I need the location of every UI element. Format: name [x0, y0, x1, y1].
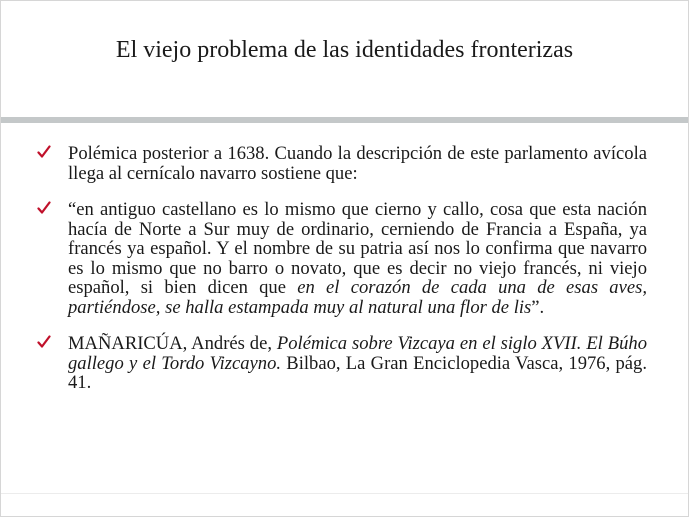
checkmark-icon: [37, 145, 51, 159]
bullet-item-3: [37, 334, 647, 393]
bullet-1-text: Polémica posterior a 1638. Cuando la descripción de este parlamento avícola llega al cernícalo navarro sostiene que:: [68, 143, 647, 184]
bullet-list: [37, 144, 647, 393]
footer-divider: [1, 493, 688, 494]
bullet-2-quote-end: ”.: [531, 296, 545, 318]
checkmark-icon: [37, 335, 51, 349]
citation-title: Polémica sobre Vizcaya en el siglo XVII. El Búho gallego y el Tordo Vizcayno.: [68, 333, 647, 374]
bullet-item-1: [37, 144, 647, 183]
checkmark-icon: [37, 201, 51, 215]
slide-title: El viejo problema de las identidades fronterizas: [115, 37, 574, 63]
bullet-item-2: [37, 200, 647, 317]
title-area: [1, 1, 688, 123]
bullet-2-italic-quote: en el corazón de cada una de esas aves, partiéndose, se halla estampada muy al natural una flor de lis: [68, 277, 647, 318]
bullet-2-quote-text: “en antiguo castellano es lo mismo que cierno y callo, cosa que esta nación hacía de Norte a Sur muy de ordinario, cerniendo de Francia a España, ya francés ya español. Y el nombre de su patria así nos lo confirma que navarro es lo mismo que no barro o novato, que es decir no viejo francés, ni viejo español, si bien dicen que: [68, 199, 647, 298]
citation-author: MAÑARICÚA, Andrés de,: [68, 333, 277, 354]
citation-publisher: Bilbao, La Gran Enciclopedia Vasca, 1976, pág. 41.: [68, 352, 648, 393]
